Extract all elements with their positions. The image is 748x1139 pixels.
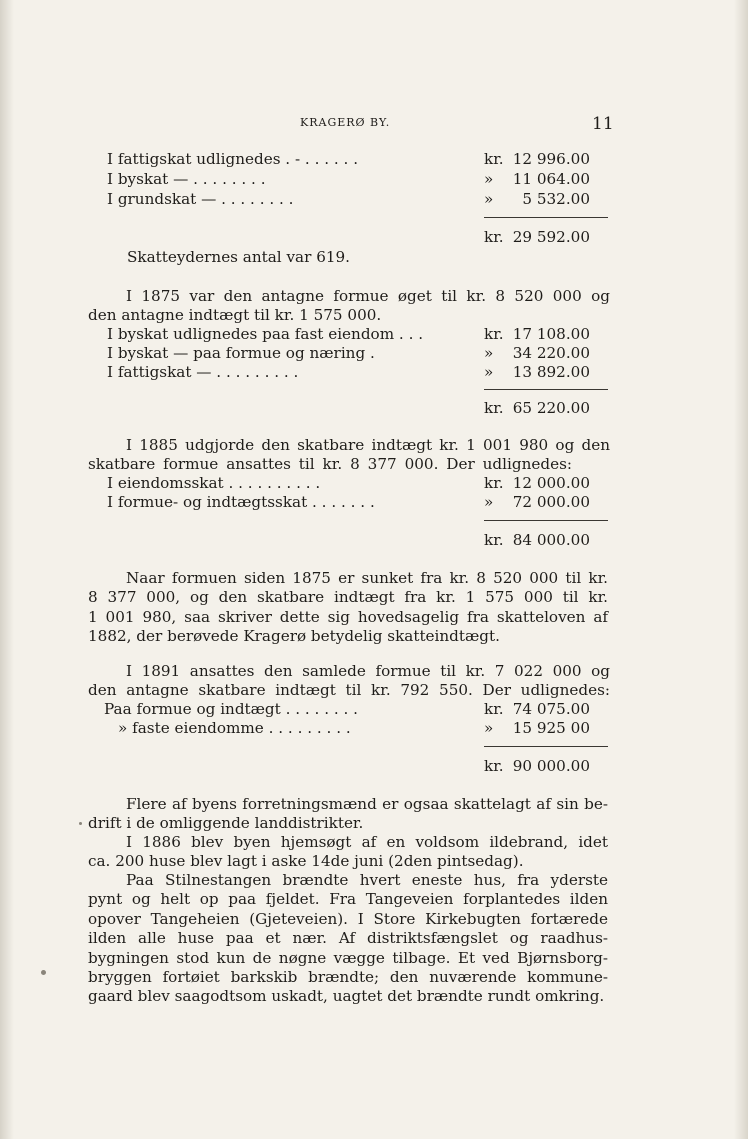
para-line: drift i de omliggende landdistrikter. [88, 814, 364, 833]
table3-row-amount: 12 000.00 [512, 474, 590, 492]
table4-row-kr: » [484, 719, 494, 737]
table2-row-label: I fattigskat — . . . . . . . . . [107, 363, 299, 381]
para-stilnestangen [88, 871, 608, 1007]
speck-mark [41, 970, 46, 975]
para-line: bygningen stod kun de nøgne vægge tilbage. Et ved Bjørnsborg- [88, 948, 608, 967]
table1-row-amount: 5 532.00 [522, 190, 590, 208]
para-line: ca. 200 huse blev lagt i aske 14de juni (2den pintsedag). [88, 852, 524, 871]
para-1875-line1: I 1875 var den antagne formue øget til kr. 8 520 000 og [126, 287, 610, 305]
page-edge-right [734, 0, 748, 1139]
para-forretning [88, 795, 608, 834]
table2-total-amount: 65 220.00 [512, 399, 590, 417]
table1-row-amount: 12 996.00 [512, 150, 590, 168]
table1-total-kr: kr. [484, 228, 504, 246]
table1-row-label: I byskat — . . . . . . . . [107, 170, 266, 188]
table2-row-amount: 34 220.00 [512, 344, 590, 362]
para-line: pynt og helt op paa fjeldet. Fra Tangeveien forplantedes ilden [88, 890, 608, 909]
para-line: Naar formuen siden 1875 er sunket fra kr. 8 520 000 til kr. [126, 569, 608, 587]
table2-row-kr: » [484, 363, 494, 381]
table2-row-label: I byskat udlignedes paa fast eiendom . . . [107, 325, 424, 343]
table3-row-label: I eiendomsskat . . . . . . . . . . [107, 474, 321, 492]
para-1891-line1: I 1891 ansattes den samlede formue til kr. 7 022 000 og [126, 662, 610, 680]
sum-rule [484, 389, 608, 390]
table4-row-amount: 74 075.00 [512, 700, 590, 718]
para-line: 8 377 000, og den skatbare indtægt fra kr. 1 575 000 til kr. [88, 588, 608, 607]
table3-row-kr: kr. [484, 474, 504, 492]
sum-rule [484, 746, 608, 747]
para-1891-line2: den antagne skatbare indtægt til kr. 792 550. Der udlignedes: [88, 681, 610, 699]
table1-row-label: I grundskat — . . . . . . . . [107, 190, 294, 208]
page-edge-left [0, 0, 14, 1139]
para-1885-line1: I 1885 udgjorde den skatbare indtægt kr. 1 001 980 og den [126, 436, 610, 454]
table2-row-label: I byskat — paa formue og næring . [107, 344, 375, 362]
table1-row-kr: » [484, 170, 494, 188]
table3-total-amount: 84 000.00 [512, 531, 590, 549]
para-1885-line2: skatbare formue ansattes til kr. 8 377 000. Der udlignedes: [88, 455, 572, 473]
sum-rule [484, 217, 608, 218]
para-line: opover Tangeheien (Gjeteveien). I Store Kirkebugten fortærede [88, 909, 608, 928]
para-line: gaard blev saagodtsom uskadt, uagtet det brændte rundt omkring. [88, 987, 605, 1006]
table1-row-amount: 11 064.00 [512, 170, 590, 188]
para-line: 1882, der berøvede Kragerø betydelig skatteindtægt. [88, 627, 500, 646]
para-line: I 1886 blev byen hjemsøgt af en voldsom ildebrand, idet [126, 833, 608, 851]
table2-total-kr: kr. [484, 399, 504, 417]
page-number: 11 [592, 114, 614, 134]
table3-row-kr: » [484, 493, 494, 511]
para-line: Flere af byens forretningsmænd er ogsaa skattelagt af sin be- [126, 795, 608, 813]
taxpayers-note: Skatteydernes antal var 619. [127, 248, 351, 266]
para-1886 [88, 833, 608, 872]
speck-mark [79, 822, 82, 825]
running-title: KRAGERØ BY. [300, 116, 391, 129]
para-line: 1 001 980, saa skriver dette sig hovedsagelig fra skatteloven af [88, 607, 608, 626]
table3-row-amount: 72 000.00 [512, 493, 590, 511]
table1-total-amount: 29 592.00 [512, 228, 590, 246]
table4-row-label: » faste eiendomme . . . . . . . . . [118, 719, 351, 737]
table2-row-amount: 17 108.00 [512, 325, 590, 343]
table2-row-kr: kr. [484, 325, 504, 343]
para-line: Paa Stilnestangen brændte hvert eneste hus, fra yderste [126, 871, 608, 889]
table1-row-kr: kr. [484, 150, 504, 168]
table4-row-kr: kr. [484, 700, 504, 718]
table4-total-amount: 90 000.00 [512, 757, 590, 775]
table4-row-label: Paa formue og indtægt . . . . . . . . [104, 700, 358, 718]
para-1875-line2: den antagne indtægt til kr. 1 575 000. [88, 306, 382, 324]
table3-row-label: I formue- og indtægtsskat . . . . . . . [107, 493, 375, 511]
para-line: bryggen fortøiet barkskib brændte; den nuværende kommune- [88, 968, 608, 987]
table4-total-kr: kr. [484, 757, 504, 775]
table1-row-kr: » [484, 190, 494, 208]
table2-row-kr: » [484, 344, 494, 362]
para-line: ilden alle huse paa et nær. Af distriktsfængslet og raadhus- [88, 929, 608, 948]
para-formue [88, 569, 608, 647]
sum-rule [484, 520, 608, 521]
table3-total-kr: kr. [484, 531, 504, 549]
table2-row-amount: 13 892.00 [512, 363, 590, 381]
table1-row-label: I fattigskat udlignedes . - . . . . . . [107, 150, 359, 168]
table4-row-amount: 15 925 00 [512, 719, 590, 737]
